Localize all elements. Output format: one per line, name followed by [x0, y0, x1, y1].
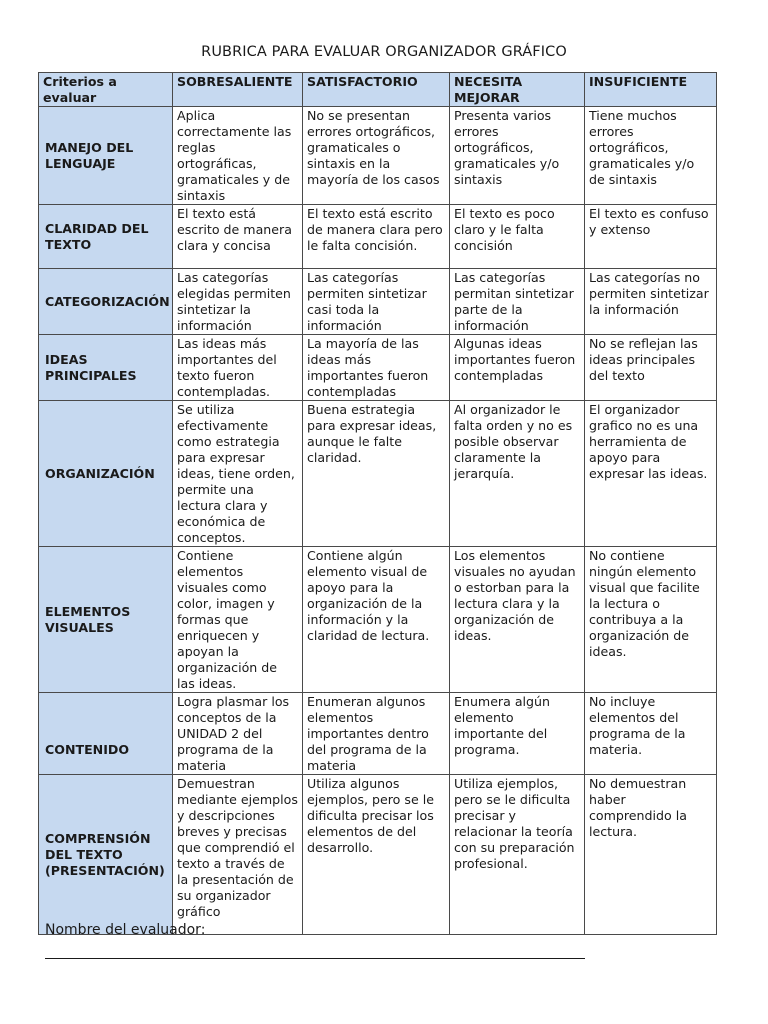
table-cell: Logra plasmar los conceptos de la UNIDAD 2 del programa de la materia	[173, 693, 303, 775]
table-cell: No se presentan errores ortográficos, gramaticales o sintaxis en la mayoría de los casos	[303, 107, 450, 205]
table-row	[39, 269, 717, 335]
header-necesita-mejorar: NECESITA MEJORAR	[450, 73, 585, 107]
criterion-label: IDEAS PRINCIPALES	[39, 335, 173, 401]
table-cell: El texto está escrito de manera clara y concisa	[173, 205, 303, 269]
table-cell: Los elementos visuales no ayudan o estorban para la lectura clara y la organización de ideas.	[450, 547, 585, 693]
table-cell: Algunas ideas importantes fueron contempladas	[450, 335, 585, 401]
criterion-label: CONTENIDO	[39, 693, 173, 775]
table-cell: El texto es poco claro y le falta concisión	[450, 205, 585, 269]
table-cell: Buena estrategia para expresar ideas, aunque le falte claridad.	[303, 401, 450, 547]
criterion-label: MANEJO DEL LENGUAJE	[39, 107, 173, 205]
table-row	[39, 335, 717, 401]
table-row	[39, 107, 717, 205]
rubric-table	[38, 72, 717, 935]
header-row	[39, 73, 717, 107]
table-cell: Aplica correctamente las reglas ortográficas, gramaticales y de sintaxis	[173, 107, 303, 205]
table-cell: Las categorías permitan sintetizar parte de la información	[450, 269, 585, 335]
document-title: RUBRICA PARA EVALUAR ORGANIZADOR GRÁFICO	[201, 44, 567, 60]
table-cell: Contiene elementos visuales como color, imagen y formas que enriquecen y apoyan la organización de las ideas.	[173, 547, 303, 693]
table-cell: El texto es confuso y extenso	[585, 205, 717, 269]
criterion-label: ORGANIZACIÓN	[39, 401, 173, 547]
table-cell: Las categorías permiten sintetizar casi toda la información	[303, 269, 450, 335]
header-criterios: Criterios a evaluar	[39, 73, 173, 107]
table-cell: No demuestran haber comprendido la lectura.	[585, 775, 717, 935]
header-sobresaliente: SOBRESALIENTE	[173, 73, 303, 107]
table-cell: Las categorías no permiten sintetizar la información	[585, 269, 717, 335]
table-cell: Las categorías elegidas permiten sintetizar la información	[173, 269, 303, 335]
evaluator-label: Nombre del evaluador:	[45, 922, 206, 938]
table-row	[39, 775, 717, 935]
table-cell: No contiene ningún elemento visual que facilite la lectura o contribuya a la organización de ideas.	[585, 547, 717, 693]
table-cell: Utiliza algunos ejemplos, pero se le dificulta precisar los elementos de del desarrollo.	[303, 775, 450, 935]
evaluator-signature-line	[45, 958, 585, 959]
table-cell: No se reflejan las ideas principales del texto	[585, 335, 717, 401]
table-cell: Enumera algún elemento importante del programa.	[450, 693, 585, 775]
table-cell: Tiene muchos errores ortográficos, gramaticales y/o de sintaxis	[585, 107, 717, 205]
table-cell: Al organizador le falta orden y no es posible observar claramente la jerarquía.	[450, 401, 585, 547]
table-cell: El organizador grafico no es una herramienta de apoyo para expresar las ideas.	[585, 401, 717, 547]
header-satisfactorio: SATISFACTORIO	[303, 73, 450, 107]
table-cell: El texto está escrito de manera clara pero le falta concisión.	[303, 205, 450, 269]
table-row	[39, 205, 717, 269]
criterion-label: COMPRENSIÓN DEL TEXTO (PRESENTACIÓN)	[39, 775, 173, 935]
table-cell: Presenta varios errores ortográficos, gramaticales y/o sintaxis	[450, 107, 585, 205]
table-cell: La mayoría de las ideas más importantes fueron contempladas	[303, 335, 450, 401]
table-row	[39, 693, 717, 775]
criterion-label: ELEMENTOS VISUALES	[39, 547, 173, 693]
criterion-label: CATEGORIZACIÓN	[39, 269, 173, 335]
table-row	[39, 547, 717, 693]
table-row	[39, 401, 717, 547]
table-cell: Las ideas más importantes del texto fueron contempladas.	[173, 335, 303, 401]
table-cell: No incluye elementos del programa de la materia.	[585, 693, 717, 775]
header-insuficiente: INSUFICIENTE	[585, 73, 717, 107]
table-cell: Contiene algún elemento visual de apoyo para la organización de la información y la claridad de lectura.	[303, 547, 450, 693]
table-cell: Enumeran algunos elementos importantes dentro del programa de la materia	[303, 693, 450, 775]
table-cell: Demuestran mediante ejemplos y descripciones breves y precisas que comprendió el texto a través de la presentación de su organizador gráfico	[173, 775, 303, 935]
criterion-label: CLARIDAD DEL TEXTO	[39, 205, 173, 269]
table-cell: Se utiliza efectivamente como estrategia para expresar ideas, tiene orden, permite una lectura clara y económica de conceptos.	[173, 401, 303, 547]
table-cell: Utiliza ejemplos, pero se le dificulta precisar y relacionar la teoría con su preparación profesional.	[450, 775, 585, 935]
